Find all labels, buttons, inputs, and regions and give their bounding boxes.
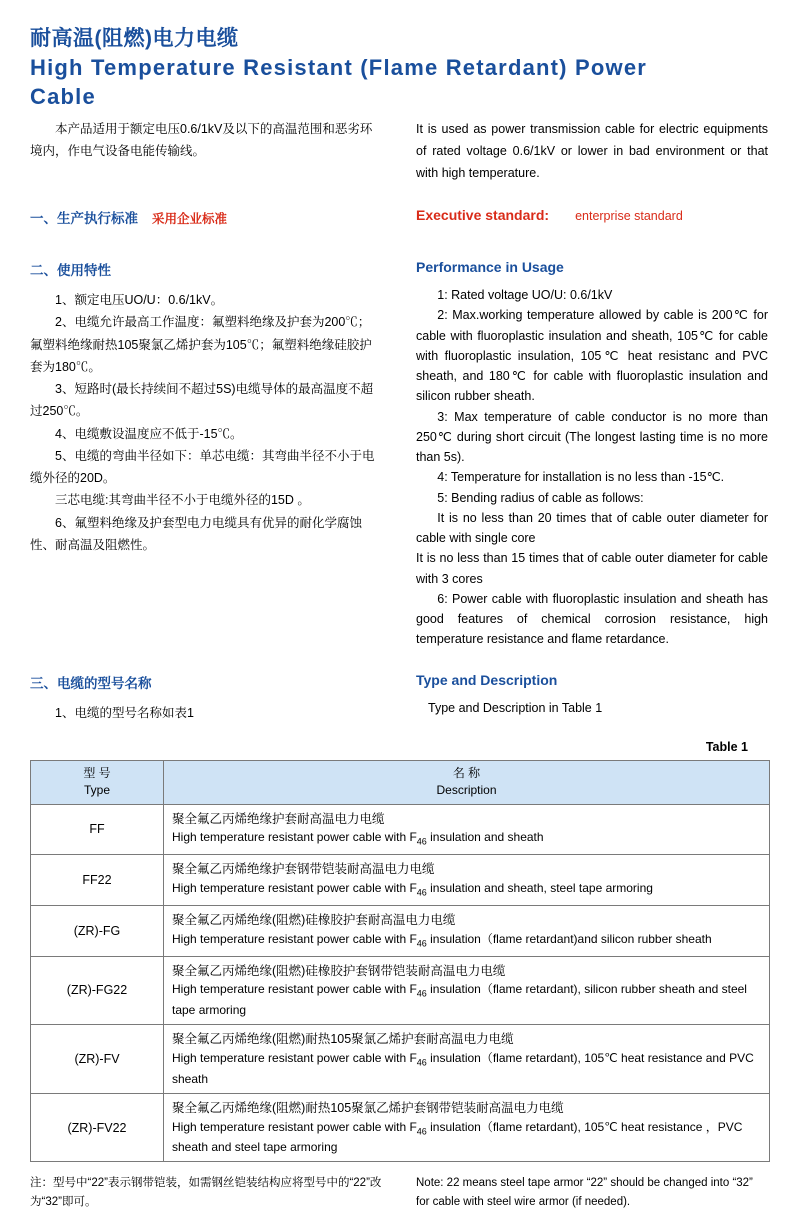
table-cell-description-cn: 聚全氟乙丙烯绝缘(阻燃)耐热105聚氯乙烯护套钢带铠装耐高温电力电缆 [172,1100,564,1115]
page-title-en: High Temperature Resistant (Flame Retardant) Power Cable [30,55,648,109]
desc-en-sub: 46 [416,938,427,949]
table-cell-type: (ZR)-FG [31,905,164,956]
table-cell-description-en [172,1118,761,1157]
section2-body-cn [30,289,382,556]
table-body [31,804,770,1162]
desc-en-sub: 46 [416,1125,427,1136]
section2-item-cn-2: 2、电缆允许最高工作温度：氟塑料绝缘及护套为200℃；氟塑料绝缘耐热105聚氯乙烯护套为105℃；氟塑料绝缘硅胶护套为180℃。 [30,315,372,374]
section2-heading-cn: 二、使用特性 [30,263,111,279]
table-header-description-en: Description [436,783,497,798]
table-cell-description-en [172,1049,761,1088]
section2-columns [30,237,770,650]
desc-en-pre: High temperature resistant power cable with F [172,1119,417,1134]
table-cell-description-cn: 聚全氟乙丙烯绝缘(阻燃)耐热105聚氯乙烯护套耐高温电力电缆 [172,1032,514,1047]
section2-cn [30,237,382,650]
section2-item-en-5: 5: Bending radius of cable as follows: [437,490,644,505]
desc-en-sub: 46 [416,988,427,999]
section2-item-cn-5: 5、电缆的弯曲半径如下：单芯电缆：其弯曲半径不小于电缆外径的20D。 [30,448,375,486]
table-row [31,804,770,855]
desc-en-sub: 46 [416,836,427,847]
section2-item-en-5c: It is no less than 15 times that of cable outer diameter for cable with 3 cores [416,551,768,586]
section3-cn [30,650,382,724]
table-caption: Table 1 [705,739,748,754]
table-cell-type: (ZR)-FV [31,1025,164,1094]
table-row [31,905,770,956]
section2-item-en-1: 1: Rated voltage UO/U: 0.6/1kV [437,288,613,303]
section2-item-cn-1: 1、额定电压UO/U：0.6/1kV。 [55,293,224,308]
section2-en [416,237,768,650]
section2-heading-en: Performance in Usage [416,259,564,276]
section2-item-en-6: 6: Power cable with fluoroplastic insulation and sheath has good features of chemical corrosion resistance, high temperature resistance and flame retardance. [416,591,768,647]
section2-item-en-5b: It is no less than 20 times that of cable outer diameter for cable with single core [416,510,768,546]
section2-item-cn-5b: 三芯电缆:其弯曲半径不小于电缆外径的15D 。 [55,493,310,508]
desc-en-sub: 46 [416,887,427,898]
table-cell-description-en [172,828,761,849]
table-cell-type: (ZR)-FV22 [31,1093,164,1162]
section2-item-en-3: 3: Max temperature of cable conductor is no more than 250℃ during short circuit (The longest lasting time is no more than 5s). [416,409,768,465]
intro-text-cn: 本产品适用于额定电压0.6/1kV及以下的高温范围和恶劣环境内，作电气设备电能传输线。 [30,122,373,159]
table-cell-description [164,804,770,855]
desc-en-post: insulation and sheath [426,830,544,845]
section1-heading-en [416,207,768,223]
section2-item-cn-6: 6、氟塑料绝缘及护套型电力电缆具有优异的耐化学腐蚀性、耐高温及阻燃性。 [30,515,362,552]
section2-item-en-4: 4: Temperature for installation is no less than -15℃. [437,470,725,485]
table-cell-description-en [172,930,761,951]
table-header-type-cn: 型 号 [83,765,111,780]
table-cell-type: (ZR)-FG22 [31,956,164,1025]
section1-heading-en-text: Executive standard: [416,207,550,224]
desc-en-pre: High temperature resistant power cable with F [172,1050,417,1065]
table-header-description [164,760,770,804]
desc-en-post: insulation and sheath, steel tape armoring [426,880,653,895]
desc-en-sub: 46 [416,1057,427,1068]
section1-columns [30,185,770,237]
table-cell-description [164,956,770,1025]
section1-en [416,185,768,237]
section3-columns [30,650,770,724]
desc-en-post: insulation（flame retardant), 105℃ heat resistance and PVC sheath [172,1050,754,1086]
table-cell-description-en [172,879,761,900]
desc-en-pre: High temperature resistant power cable with F [172,982,417,997]
table-header-row [31,760,770,804]
table-cell-type: FF [31,804,164,855]
desc-en-post: insulation（flame retardant), 105℃ heat resistance ，PVC sheath and steel tape armoring [172,1119,743,1155]
table-cell-description-cn: 聚全氟乙丙烯绝缘护套耐高温电力电缆 [172,811,385,826]
section1-note-en: enterprise standard [575,209,683,224]
section1-heading-cn [30,207,382,227]
table-cell-description [164,1093,770,1162]
desc-en-pre: High temperature resistant power cable with F [172,880,417,895]
table-row [31,956,770,1025]
table-cell-description [164,905,770,956]
table-header-description-cn: 名 称 [452,765,481,780]
type-description-table [30,760,770,1163]
desc-en-pre: High temperature resistant power cable with F [172,931,417,946]
desc-en-post: insulation（flame retardant)and silicon rubber sheath [426,931,712,946]
section2-body-en [416,285,768,650]
section3-lead-en: Type and Description in Table 1 [428,700,603,715]
table-cell-description-cn: 聚全氟乙丙烯绝缘(阻燃)硅橡胶护套钢带铠装耐高温电力电缆 [172,963,506,978]
table-row [31,1093,770,1162]
table-cell-type: FF22 [31,855,164,906]
section3-heading-cn: 三、电缆的型号名称 [30,675,152,691]
section3-heading-en: Type and Description [416,671,558,688]
footnote-en: Note: 22 means steel tape armor “22” should be changed into “32” for cable with steel wire armor (if needed). [416,1177,753,1209]
table-header-type-en: Type [83,783,110,798]
desc-en-pre: High temperature resistant power cable with F [172,830,417,845]
section1-cn [30,185,382,237]
section1-note-cn: 采用企业标准 [152,212,228,227]
section3-lead-cn: 1、电缆的型号名称如表1 [55,705,194,720]
table-cell-description [164,855,770,906]
desc-en-post: insulation（flame retardant), silicon rubber sheath and steel tape armoring [172,982,747,1018]
table-cell-description-cn: 聚全氟乙丙烯绝缘护套钢带铠装耐高温电力电缆 [172,862,435,877]
intro-text-en: It is used as power transmission cable for electric equipments of rated voltage 0.6/1kV or lower in bad environment or that with high temperature. [416,122,768,181]
table-cell-description-cn: 聚全氟乙丙烯绝缘(阻燃)硅橡胶护套耐高温电力电缆 [172,912,456,927]
section2-item-cn-3: 3、短路时(最长持续间不超过5S)电缆导体的最高温度不超过250℃。 [30,382,374,419]
section1-heading-cn-text: 一、生产执行标准 [30,211,138,227]
section2-item-cn-4: 4、电缆敷设温度应不低于-15℃。 [55,426,243,441]
page-title-cn: 耐高温(阻燃)电力电缆 [30,27,239,50]
footnotes [30,1174,770,1212]
table-row [31,855,770,906]
intro-columns [30,119,770,185]
table-row [31,1025,770,1094]
intro-column-cn [30,119,382,185]
table-head [31,760,770,804]
section3-en [416,650,768,724]
table-cell-description [164,1025,770,1094]
table-cell-description-en [172,980,761,1019]
table-header-type [31,760,164,804]
intro-column-en [416,119,768,185]
footnote-cn: 注：型号中“22”表示钢带铠装，如需钢丝铠装结构应将型号中的“22”改为“32”即可。 [30,1177,382,1209]
section2-item-en-2: 2: Max.working temperature allowed by cable is 200℃ for cable with fluoroplastic insulation and sheath, 105℃ for cable with fluoroplastic insulation, 105℃ heat resistanc and PVC sheath, and 180℃ for cable with fluoroplastic insulation and silicon rubber sheath. [416,308,768,404]
